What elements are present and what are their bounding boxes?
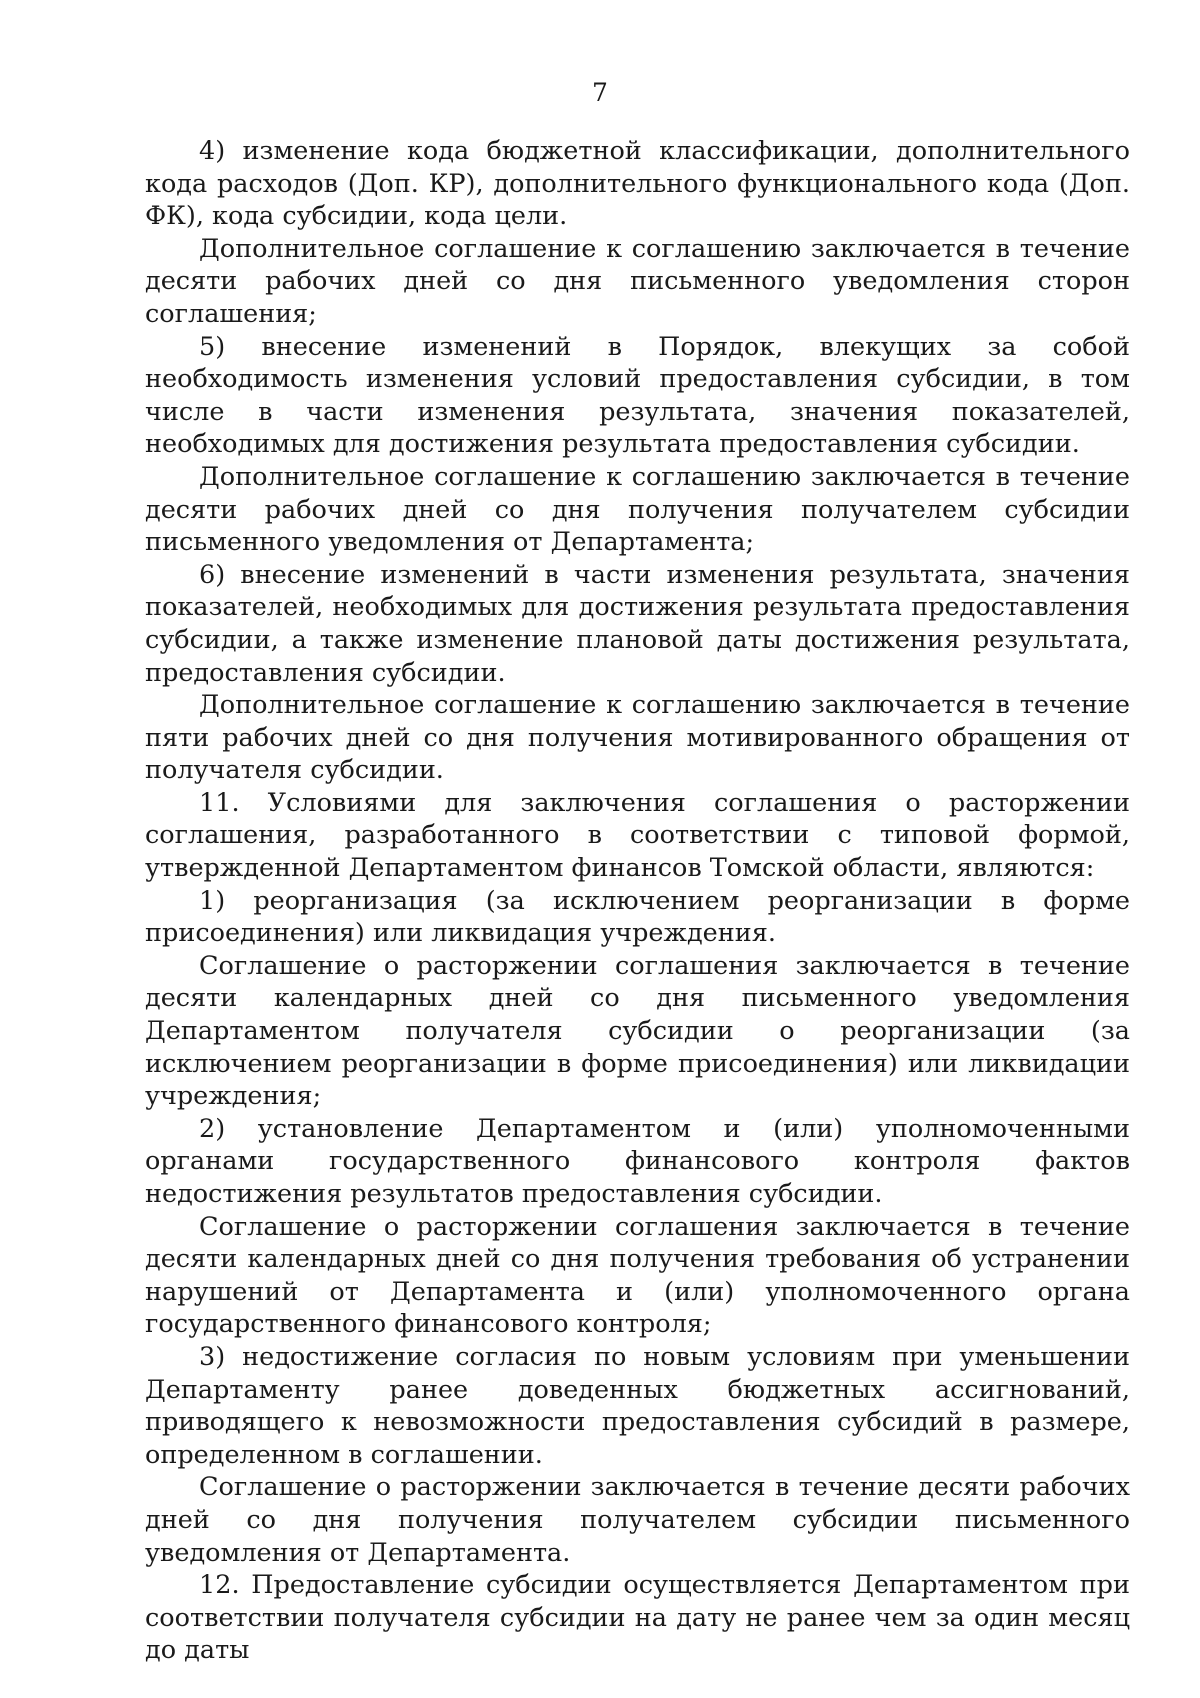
paragraph-item-6: 6) внесение изменений в части изменения результата, значения показателей, необходимых для достижения результата предоставления субсидии, а также изменение плановой даты достижения результата, предоставления субсидии. [145, 559, 1130, 688]
paragraph-supplementary-agreement: Дополнительное соглашение к соглашению заключается в течение пяти рабочих дней со дня получения мотивированного обращения от получателя субсидии. [145, 690, 1130, 786]
paragraph-termination-agreement: Соглашение о расторжении заключается в течение десяти рабочих дней со дня получения получателем субсидии письменного уведомления от Департамента. [145, 1472, 1130, 1568]
paragraph-termination-agreement: Соглашение о расторжении соглашения заключается в течение десяти календарных дней со дня получения требования об устранении нарушений от Департамента и (или) уполномоченного органа государственного финансового контроля; [145, 1211, 1130, 1340]
paragraph-supplementary-agreement: Дополнительное соглашение к соглашению заключается в течение десяти рабочих дней со дня письменного уведомления сторон соглашения; [145, 233, 1130, 329]
paragraph-section-11: 11. Условиями для заключения соглашения о расторжении соглашения, разработанного в соответствии с типовой формой, утвержденной Департаментом финансов Томской области, являются: [145, 787, 1130, 884]
paragraph-termination-agreement: Соглашение о расторжении соглашения заключается в течение десяти календарных дней со дня письменного уведомления Департаментом получателя субсидии о реорганизации (за исключением реорганизации в форме присоединения) или ликвидации учреждения; [145, 950, 1130, 1112]
paragraph-item-2: 2) установление Департаментом и (или) уполномоченными органами государственного финансового контроля фактов недостижения результатов предоставления субсидии. [145, 1113, 1130, 1209]
paragraph-item-1: 1) реорганизация (за исключением реорганизации в форме присоединения) или ликвидация учреждения. [145, 885, 1130, 949]
paragraph-section-12: 12. Предоставление субсидии осуществляется Департаментом при соответствии получателя субсидии на дату не ранее чем за один месяц до даты [145, 1570, 1130, 1666]
paragraph-item-3: 3) недостижение согласия по новым условиям при уменьшении Департаменту ранее доведенных бюджетных ассигнований, приводящего к невозможности предоставления субсидий в размере, определенном в соглашении. [145, 1341, 1130, 1470]
paragraph-item-4: 4) изменение кода бюджетной классификации, дополнительного кода расходов (Доп. КР), дополнительного функционального кода (Доп. ФК), кода субсидии, кода цели. [145, 136, 1130, 232]
paragraph-supplementary-agreement: Дополнительное соглашение к соглашению заключается в течение десяти рабочих дней со дня получения получателем субсидии письменного уведомления от Департамента; [145, 461, 1130, 558]
document-body [145, 135, 1130, 1667]
paragraph-item-5: 5) внесение изменений в Порядок, влекущих за собой необходимость изменения условий предоставления субсидии, в том числе в части изменения результата, значения показателей, необходимых для достижения результата предоставления субсидии. [145, 331, 1130, 460]
page-number: 7 [592, 78, 608, 107]
